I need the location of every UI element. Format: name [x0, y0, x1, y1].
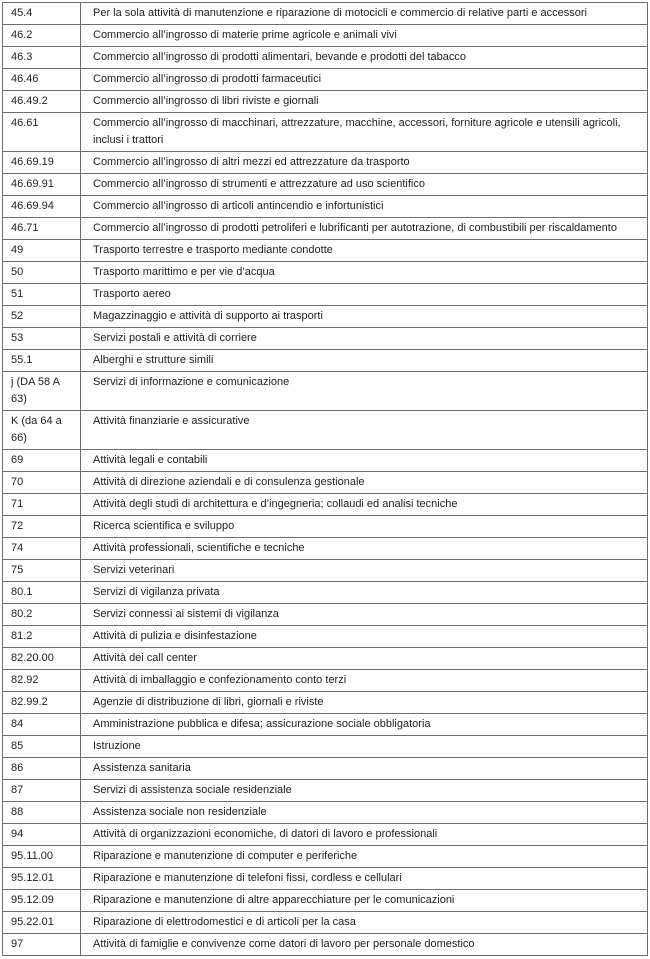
table-row — [3, 284, 648, 306]
description-cell: Commercio all’ingrosso di libri riviste e giornali — [81, 91, 648, 113]
description-cell: Agenzie di distribuzione di libri, giornali e riviste — [81, 692, 648, 714]
description-cell: Assistenza sociale non residenziale — [81, 802, 648, 824]
table-row — [3, 912, 648, 934]
table-row — [3, 113, 648, 152]
code-cell: 46.49.2 — [3, 91, 81, 113]
code-cell: 95.22.01 — [3, 912, 81, 934]
code-cell: j (DA 58 A 63) — [3, 372, 81, 411]
code-cell: 86 — [3, 758, 81, 780]
code-cell: 88 — [3, 802, 81, 824]
table-row — [3, 240, 648, 262]
table-row — [3, 758, 648, 780]
code-cell: 50 — [3, 262, 81, 284]
description-cell: Attività di pulizia e disinfestazione — [81, 626, 648, 648]
table-row — [3, 846, 648, 868]
description-cell: Commercio all’ingrosso di articoli antincendio e infortunistici — [81, 196, 648, 218]
description-cell: Commercio all’ingrosso di prodotti alimentari, bevande e prodotti del tabacco — [81, 47, 648, 69]
table-row — [3, 328, 648, 350]
description-cell: Ricerca scientifica e sviluppo — [81, 516, 648, 538]
table-row — [3, 372, 648, 411]
activity-codes-table-body — [3, 3, 648, 956]
code-cell: 94 — [3, 824, 81, 846]
table-row — [3, 472, 648, 494]
activity-codes-table — [2, 2, 648, 956]
description-cell: Servizi connessi ai sistemi di vigilanza — [81, 604, 648, 626]
code-cell: 80.1 — [3, 582, 81, 604]
code-cell: 46.2 — [3, 25, 81, 47]
table-row — [3, 516, 648, 538]
table-row — [3, 25, 648, 47]
description-cell: Alberghi e strutture simili — [81, 350, 648, 372]
code-cell: 69 — [3, 450, 81, 472]
table-row — [3, 868, 648, 890]
code-cell: 85 — [3, 736, 81, 758]
code-cell: 53 — [3, 328, 81, 350]
table-row — [3, 582, 648, 604]
code-cell: 46.46 — [3, 69, 81, 91]
table-row — [3, 802, 648, 824]
description-cell: Attività di organizzazioni economiche, di datori di lavoro e professionali — [81, 824, 648, 846]
code-cell: 45.4 — [3, 3, 81, 25]
table-row — [3, 626, 648, 648]
table-row — [3, 714, 648, 736]
code-cell: 71 — [3, 494, 81, 516]
table-row — [3, 890, 648, 912]
code-cell: 46.69.94 — [3, 196, 81, 218]
code-cell: 82.99.2 — [3, 692, 81, 714]
code-cell: 46.61 — [3, 113, 81, 152]
code-cell: 97 — [3, 934, 81, 956]
table-row — [3, 780, 648, 802]
description-cell: Trasporto marittimo e per vie d’acqua — [81, 262, 648, 284]
table-row — [3, 91, 648, 113]
code-cell: 84 — [3, 714, 81, 736]
description-cell: Servizi veterinari — [81, 560, 648, 582]
table-row — [3, 648, 648, 670]
table-row — [3, 692, 648, 714]
description-cell: Riparazione e manutenzione di computer e periferiche — [81, 846, 648, 868]
description-cell: Assistenza sanitaria — [81, 758, 648, 780]
table-row — [3, 411, 648, 450]
code-cell: 82.92 — [3, 670, 81, 692]
code-cell: 82.20.00 — [3, 648, 81, 670]
code-cell: 46.3 — [3, 47, 81, 69]
description-cell: Servizi postali e attività di corriere — [81, 328, 648, 350]
table-row — [3, 450, 648, 472]
table-row — [3, 494, 648, 516]
code-cell: 80.2 — [3, 604, 81, 626]
table-row — [3, 670, 648, 692]
table-row — [3, 350, 648, 372]
code-cell: 51 — [3, 284, 81, 306]
table-row — [3, 196, 648, 218]
code-cell: 87 — [3, 780, 81, 802]
description-cell: Riparazione e manutenzione di telefoni fissi, cordless e cellulari — [81, 868, 648, 890]
code-cell: 46.69.91 — [3, 174, 81, 196]
description-cell: Commercio all’ingrosso di prodotti farmaceutici — [81, 69, 648, 91]
description-cell: Attività legali e contabili — [81, 450, 648, 472]
description-cell: Attività professionali, scientifiche e tecniche — [81, 538, 648, 560]
table-row — [3, 306, 648, 328]
code-cell: 52 — [3, 306, 81, 328]
description-cell: Servizi di informazione e comunicazione — [81, 372, 648, 411]
description-cell: Attività di famiglie e convivenze come datori di lavoro per personale domestico — [81, 934, 648, 956]
description-cell: Trasporto aereo — [81, 284, 648, 306]
table-row — [3, 47, 648, 69]
code-cell: 72 — [3, 516, 81, 538]
table-row — [3, 560, 648, 582]
description-cell: Commercio all’ingrosso di strumenti e attrezzature ad uso scientifico — [81, 174, 648, 196]
code-cell: 95.11.00 — [3, 846, 81, 868]
table-row — [3, 174, 648, 196]
table-row — [3, 604, 648, 626]
table-row — [3, 934, 648, 956]
description-cell: Commercio all’ingrosso di macchinari, attrezzature, macchine, accessori, forniture agricole e utensili agricoli, inclusi i trattori — [81, 113, 648, 152]
code-cell: 95.12.09 — [3, 890, 81, 912]
code-cell: 75 — [3, 560, 81, 582]
table-row — [3, 152, 648, 174]
table-row — [3, 824, 648, 846]
description-cell: Attività dei call center — [81, 648, 648, 670]
table-row — [3, 538, 648, 560]
table-row — [3, 69, 648, 91]
table-row — [3, 3, 648, 25]
table-row — [3, 736, 648, 758]
description-cell: Commercio all’ingrosso di prodotti petroliferi e lubrificanti per autotrazione, di combustibili per riscaldamento — [81, 218, 648, 240]
description-cell: Servizi di vigilanza privata — [81, 582, 648, 604]
description-cell: Attività degli studi di architettura e d’ingegneria; collaudi ed analisi tecniche — [81, 494, 648, 516]
code-cell: 70 — [3, 472, 81, 494]
description-cell: Riparazione e manutenzione di altre apparecchiature per le comunicazioni — [81, 890, 648, 912]
description-cell: Commercio all’ingrosso di altri mezzi ed attrezzature da trasporto — [81, 152, 648, 174]
description-cell: Per la sola attività di manutenzione e riparazione di motocicli e commercio di relative parti e accessori — [81, 3, 648, 25]
code-cell: 74 — [3, 538, 81, 560]
table-row — [3, 262, 648, 284]
code-cell: 95.12.01 — [3, 868, 81, 890]
code-cell: 81.2 — [3, 626, 81, 648]
code-cell: 46.71 — [3, 218, 81, 240]
code-cell: K (da 64 a 66) — [3, 411, 81, 450]
description-cell: Attività finanziarie e assicurative — [81, 411, 648, 450]
description-cell: Istruzione — [81, 736, 648, 758]
description-cell: Servizi di assistenza sociale residenziale — [81, 780, 648, 802]
table-row — [3, 218, 648, 240]
description-cell: Commercio all’ingrosso di materie prime agricole e animali vivi — [81, 25, 648, 47]
code-cell: 55.1 — [3, 350, 81, 372]
code-cell: 46.69.19 — [3, 152, 81, 174]
description-cell: Attività di imballaggio e confezionamento conto terzi — [81, 670, 648, 692]
description-cell: Amministrazione pubblica e difesa; assicurazione sociale obbligatoria — [81, 714, 648, 736]
description-cell: Magazzinaggio e attività di supporto ai trasporti — [81, 306, 648, 328]
description-cell: Attività di direzione aziendali e di consulenza gestionale — [81, 472, 648, 494]
description-cell: Riparazione di elettrodomestici e di articoli per la casa — [81, 912, 648, 934]
code-cell: 49 — [3, 240, 81, 262]
description-cell: Trasporto terrestre e trasporto mediante condotte — [81, 240, 648, 262]
